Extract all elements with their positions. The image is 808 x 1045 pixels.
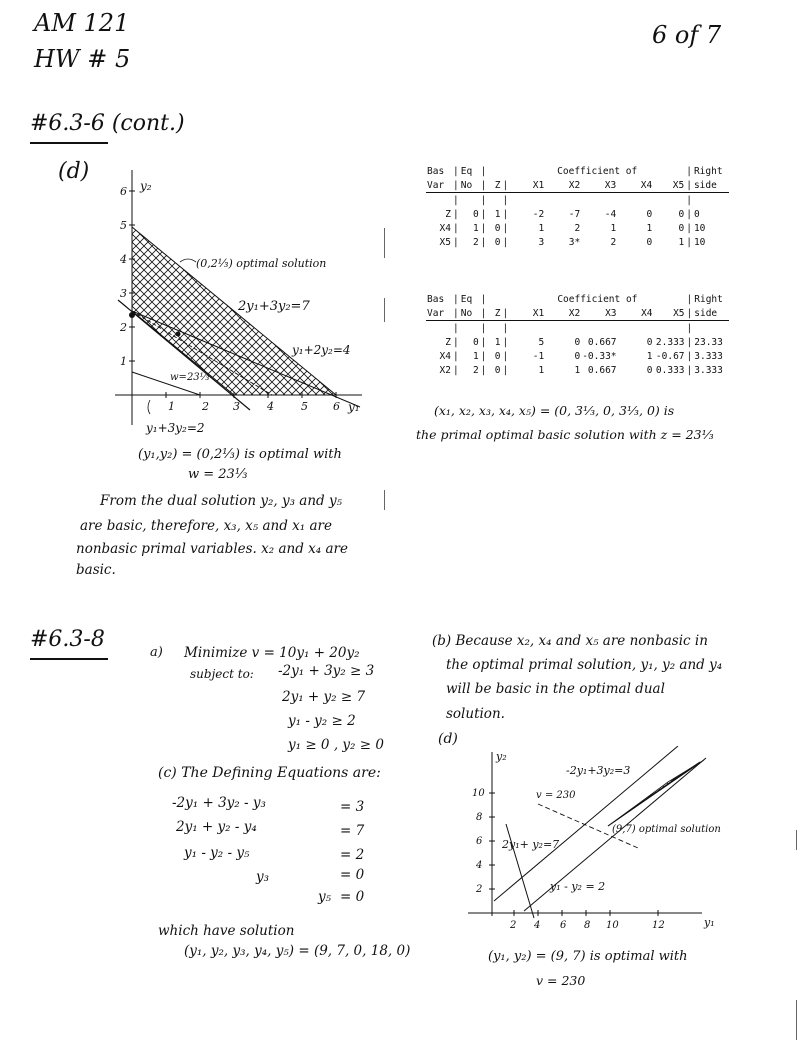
- which-have-solution: which have solution: [158, 923, 295, 939]
- constraint-3: y₁ - y₂ ≥ 2: [288, 713, 356, 729]
- x-tick: 2: [202, 400, 209, 413]
- part-d-label-2: (d): [438, 731, 458, 747]
- y-tick: 6: [120, 185, 127, 198]
- x-tick: 5: [301, 400, 308, 413]
- y-tick: 6: [476, 836, 483, 847]
- result-6-3-8-line1: (y₁, y₂) = (9, 7) is optimal with: [488, 949, 688, 964]
- label-constraint-a: -2y₁+3y₂=3: [566, 764, 631, 777]
- part-c-label: (c) The Defining Equations are:: [158, 765, 381, 781]
- def-eq-1: -2y₁ + 3y₂ - y₃: [172, 795, 266, 811]
- table-row: Z | 0 | 1 | -2 -7 -4 0 0 | 0: [445, 208, 700, 220]
- y-tick: 2: [476, 884, 483, 895]
- label-optimal-2: (9,7) optimal solution: [612, 824, 721, 835]
- dual-para-3: nonbasic primal variables. x₂ and x₄ are: [76, 541, 348, 557]
- y-tick: 2: [120, 321, 127, 334]
- y-tick: 10: [472, 788, 485, 799]
- table-row: X4 | 1 | 0 | -1 0 -0.33* 1 -0.67 | 3.333: [439, 350, 723, 362]
- margin-mark: [384, 228, 385, 258]
- constraint-1: -2y₁ + 3y₂ ≥ 3: [278, 663, 375, 679]
- result-6-3-6-line1: (y₁,y₂) = (0,2⅓) is optimal with: [138, 447, 342, 462]
- def-eq-2: 2y₁ + y₂ - y₄: [176, 819, 257, 835]
- simplex-table-final: Bas | Eq | Coefficient of | Right Var | No | Z | X1 X2 X3 X4 X5 | side | | | | Z | 0 | 1 | 5 0 0.667 0 2.333 | 23.33 X4 | 1 | 0 | -1 0 -0.33* 1 -0.67 | 3.333 X2 | 2 | 0 | 1 1 0.667 0 0.333 | 3.333: [426, 292, 729, 377]
- table-row: Bas | Eq | Coefficient of | Right: [427, 293, 723, 305]
- margin-mark: [796, 1000, 797, 1040]
- def-eq-4: y₃: [256, 869, 270, 885]
- label-v: v = 230: [536, 790, 576, 801]
- table-row: X2 | 2 | 0 | 1 1 0.667 0 0.333 | 3.333: [439, 364, 723, 376]
- margin-mark: [384, 490, 385, 510]
- label-w: w=23⅓: [170, 372, 210, 383]
- dual-para-1: From the dual solution y₂, y₃ and y₅: [100, 493, 343, 509]
- problem-underline: [30, 142, 108, 144]
- table-row: Var | No | Z | X1 X2 X3 X4 X5 | side: [426, 178, 729, 193]
- part-a-label: a): [150, 645, 163, 660]
- x-tick: 6: [560, 920, 567, 931]
- objective: Minimize v = 10y₁ + 20y₂: [184, 645, 360, 661]
- table-row: Var | No | Z | X1 X2 X3 X4 X5 | side: [426, 306, 729, 321]
- graph-dual-6-3-8: [462, 746, 732, 942]
- primal-solution-line2: the primal optimal basic solution with z = 23⅓: [416, 427, 714, 442]
- label-optimal: (0,2⅓) optimal solution: [196, 257, 327, 270]
- def-eq-2-rhs: = 7: [340, 823, 365, 839]
- constraint-2: 2y₁ + y₂ ≥ 7: [282, 689, 366, 705]
- x-tick: 1: [168, 400, 175, 413]
- label-constraint-2: y₁+2y₂=4: [292, 343, 351, 357]
- def-eq-1-rhs: = 3: [340, 799, 365, 815]
- x-axis-label: y₁: [348, 400, 360, 414]
- part-b-line1: (b) Because x₂, x₄ and x₅ are nonbasic in: [432, 633, 708, 649]
- problem-label-6-3-6: #6.3-6 (cont.): [30, 111, 185, 136]
- label-constraint-b: 2y₁+ y₂=7: [502, 838, 560, 851]
- simplex-table-initial: Bas | Eq | Coefficient of | Right Var | No | Z | X1 X2 X3 X4 X5 | side | | | | Z | 0 | 1 | -2 -7 -4 0 0 | 0 X4 | 1 | 0 | 1 2 1 1 0 | 10 X5 | 2 | 0 | 3 3* 2 0 1 | 10: [426, 164, 729, 249]
- y-tick: 8: [476, 812, 483, 823]
- x-tick: 4: [534, 920, 541, 931]
- x-tick: 10: [606, 920, 619, 931]
- primal-solution-line1: (x₁, x₂, x₃, x₄, x₅) = (0, 3⅓, 0, 3⅓, 0) is: [434, 403, 675, 418]
- part-d-label: (d): [58, 159, 90, 184]
- def-eq-5-rhs: = 0: [340, 889, 365, 905]
- label-constraint-c: y₁ - y₂ = 2: [550, 880, 606, 893]
- def-eq-5: y₅: [318, 889, 332, 905]
- def-eq-4-rhs: = 0: [340, 867, 365, 883]
- def-eq-3-rhs: = 2: [340, 847, 365, 863]
- constraint-nonneg: y₁ ≥ 0 , y₂ ≥ 0: [288, 737, 384, 753]
- margin-mark: [796, 830, 797, 850]
- page-number: 6 of 7: [652, 21, 722, 49]
- hw-label: HW # 5: [34, 45, 131, 73]
- x-tick: 8: [584, 920, 591, 931]
- dual-para-4: basic.: [76, 562, 116, 578]
- label-constraint-3: y₁+3y₂=2: [146, 421, 205, 435]
- label-constraint-1: 2y₁+3y₂=7: [238, 299, 310, 314]
- problem-label-6-3-8: #6.3-8: [30, 627, 105, 652]
- y-tick: 4: [476, 860, 483, 871]
- y-tick: 3: [120, 287, 127, 300]
- x-tick: 6: [333, 400, 340, 413]
- table-row: X4 | 1 | 0 | 1 2 1 1 0 | 10: [439, 222, 706, 234]
- result-6-3-8-line2: v = 230: [536, 973, 586, 988]
- x-tick: 12: [652, 920, 665, 931]
- table-row: X5 | 2 | 0 | 3 3* 2 0 1 | 10: [439, 236, 706, 248]
- graph-dual-6-3-6: [100, 170, 400, 440]
- def-eq-3: y₁ - y₂ - y₅: [184, 845, 250, 861]
- part-b-line3: will be basic in the optimal dual: [446, 681, 665, 697]
- part-b-line4: solution.: [446, 706, 505, 722]
- subject-to: subject to:: [190, 667, 254, 681]
- course-label: AM 121: [34, 9, 130, 37]
- x-tick: 3: [233, 400, 240, 413]
- y-tick: 4: [120, 253, 127, 266]
- x-tick: 2: [510, 920, 517, 931]
- y-axis-label: y₂: [140, 179, 152, 193]
- margin-mark: [384, 298, 385, 322]
- result-6-3-6-line2: w = 23⅓: [188, 467, 248, 482]
- x-axis-label: y₁: [704, 916, 715, 929]
- solution-vector: (y₁, y₂, y₃, y₄, y₅) = (9, 7, 0, 18, 0): [184, 943, 411, 959]
- x-tick: 4: [267, 400, 274, 413]
- y-axis-label: y₂: [496, 750, 507, 763]
- y-tick: 5: [120, 219, 127, 232]
- dual-para-2: are basic, therefore, x₃, x₅ and x₁ are: [80, 518, 332, 534]
- y-tick: 1: [120, 355, 127, 368]
- problem-underline: [30, 658, 108, 660]
- part-b-line2: the optimal primal solution, y₁, y₂ and y₄: [446, 657, 723, 673]
- table-row: Z | 0 | 1 | 5 0 0.667 0 2.333 | 23.33: [445, 336, 723, 348]
- table-row: Bas | Eq | Coefficient of | Right: [427, 165, 723, 177]
